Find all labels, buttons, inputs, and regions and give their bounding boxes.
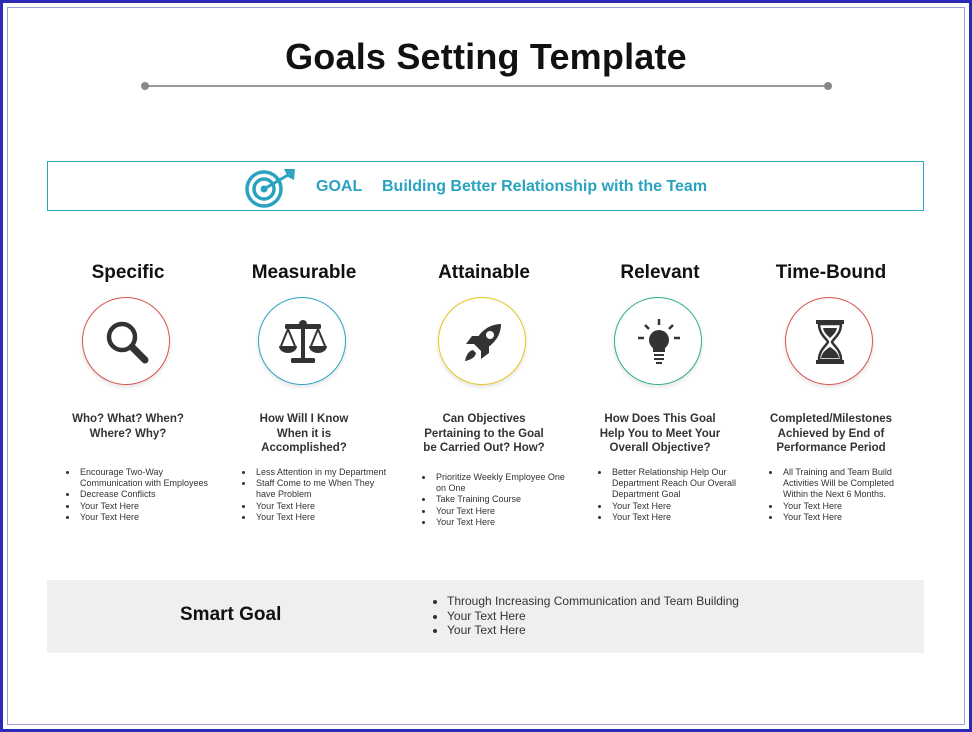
column-bullets bbox=[240, 467, 394, 523]
list-item: • Decrease Conflicts bbox=[78, 489, 218, 500]
list-item: • Your Text Here bbox=[78, 512, 218, 523]
column-bullets bbox=[596, 467, 750, 523]
list-item: • Your Text Here bbox=[434, 517, 574, 528]
list-item: • Less Attention in my Department bbox=[254, 467, 394, 478]
list-item: • Through Increasing Communication and Team Building bbox=[447, 594, 739, 609]
column-bullets bbox=[64, 467, 218, 523]
list-item: • Your Text Here bbox=[781, 501, 921, 512]
column-title: Measurable bbox=[251, 262, 357, 283]
list-item: • Staff Come to me When They have Problem bbox=[254, 478, 394, 500]
rocket-icon bbox=[457, 316, 509, 368]
icon-circle bbox=[82, 297, 170, 385]
title-divider bbox=[145, 85, 828, 87]
column-title: Time-Bound bbox=[775, 262, 887, 283]
goal-text: Building Better Relationship with the Team bbox=[382, 178, 708, 195]
list-item: • Your Text Here bbox=[610, 501, 750, 512]
column-attainable bbox=[396, 262, 572, 527]
column-title: Specific bbox=[91, 262, 165, 283]
column-title: Attainable bbox=[438, 262, 530, 283]
list-item: • Your Text Here bbox=[434, 506, 574, 517]
lightbulb-icon bbox=[633, 316, 685, 368]
smart-goal-bullets bbox=[433, 594, 739, 638]
column-relevant bbox=[572, 262, 748, 522]
list-item: • All Training and Team Build Activities Will be Completed Within the Next 6 Months. bbox=[781, 467, 921, 501]
column-bullets bbox=[767, 467, 921, 523]
list-item: • Your Text Here bbox=[610, 512, 750, 523]
icon-circle bbox=[614, 297, 702, 385]
column-measurable bbox=[216, 262, 392, 522]
column-title: Relevant bbox=[620, 262, 700, 283]
list-item: • Your Text Here bbox=[447, 623, 739, 638]
list-item: • Encourage Two-Way Communication with Employees bbox=[78, 467, 218, 489]
column-question: How Does This Goal Help You to Meet Your Overall Objective? bbox=[599, 413, 721, 454]
column-question: How Will I Know When it is Accomplished? bbox=[259, 413, 349, 454]
icon-circle bbox=[438, 297, 526, 385]
search-icon bbox=[101, 316, 153, 368]
icon-circle bbox=[785, 297, 873, 385]
goal-label: GOAL bbox=[316, 178, 363, 195]
divider-right-dot bbox=[824, 82, 832, 90]
smart-goal-label: Smart Goal bbox=[180, 604, 282, 625]
column-specific bbox=[40, 262, 216, 522]
column-time-bound bbox=[743, 262, 919, 522]
list-item: • Your Text Here bbox=[447, 609, 739, 624]
icon-circle bbox=[258, 297, 346, 385]
goal-banner bbox=[47, 161, 924, 211]
list-item: • Take Training Course bbox=[434, 494, 574, 505]
column-bullets bbox=[420, 472, 574, 528]
page-title: Goals Setting Template bbox=[285, 36, 687, 77]
divider-left-dot bbox=[141, 82, 149, 90]
target-icon bbox=[244, 165, 296, 209]
column-question: Can Objectives Pertaining to the Goal be Carried Out? How? bbox=[423, 413, 545, 454]
list-item: • Your Text Here bbox=[254, 512, 394, 523]
list-item: • Your Text Here bbox=[254, 501, 394, 512]
hourglass-icon bbox=[804, 316, 856, 368]
smart-goal-panel bbox=[47, 580, 924, 653]
column-question: Completed/Milestones Achieved by End of Performance Period bbox=[769, 413, 893, 454]
scale-icon bbox=[277, 316, 329, 368]
list-item: • Better Relationship Help Our Department Reach Our Overall Department Goal bbox=[610, 467, 750, 501]
column-question: Who? What? When? Where? Why? bbox=[72, 413, 184, 440]
list-item: • Prioritize Weekly Employee One on One bbox=[434, 472, 574, 494]
list-item: • Your Text Here bbox=[781, 512, 921, 523]
list-item: • Your Text Here bbox=[78, 501, 218, 512]
